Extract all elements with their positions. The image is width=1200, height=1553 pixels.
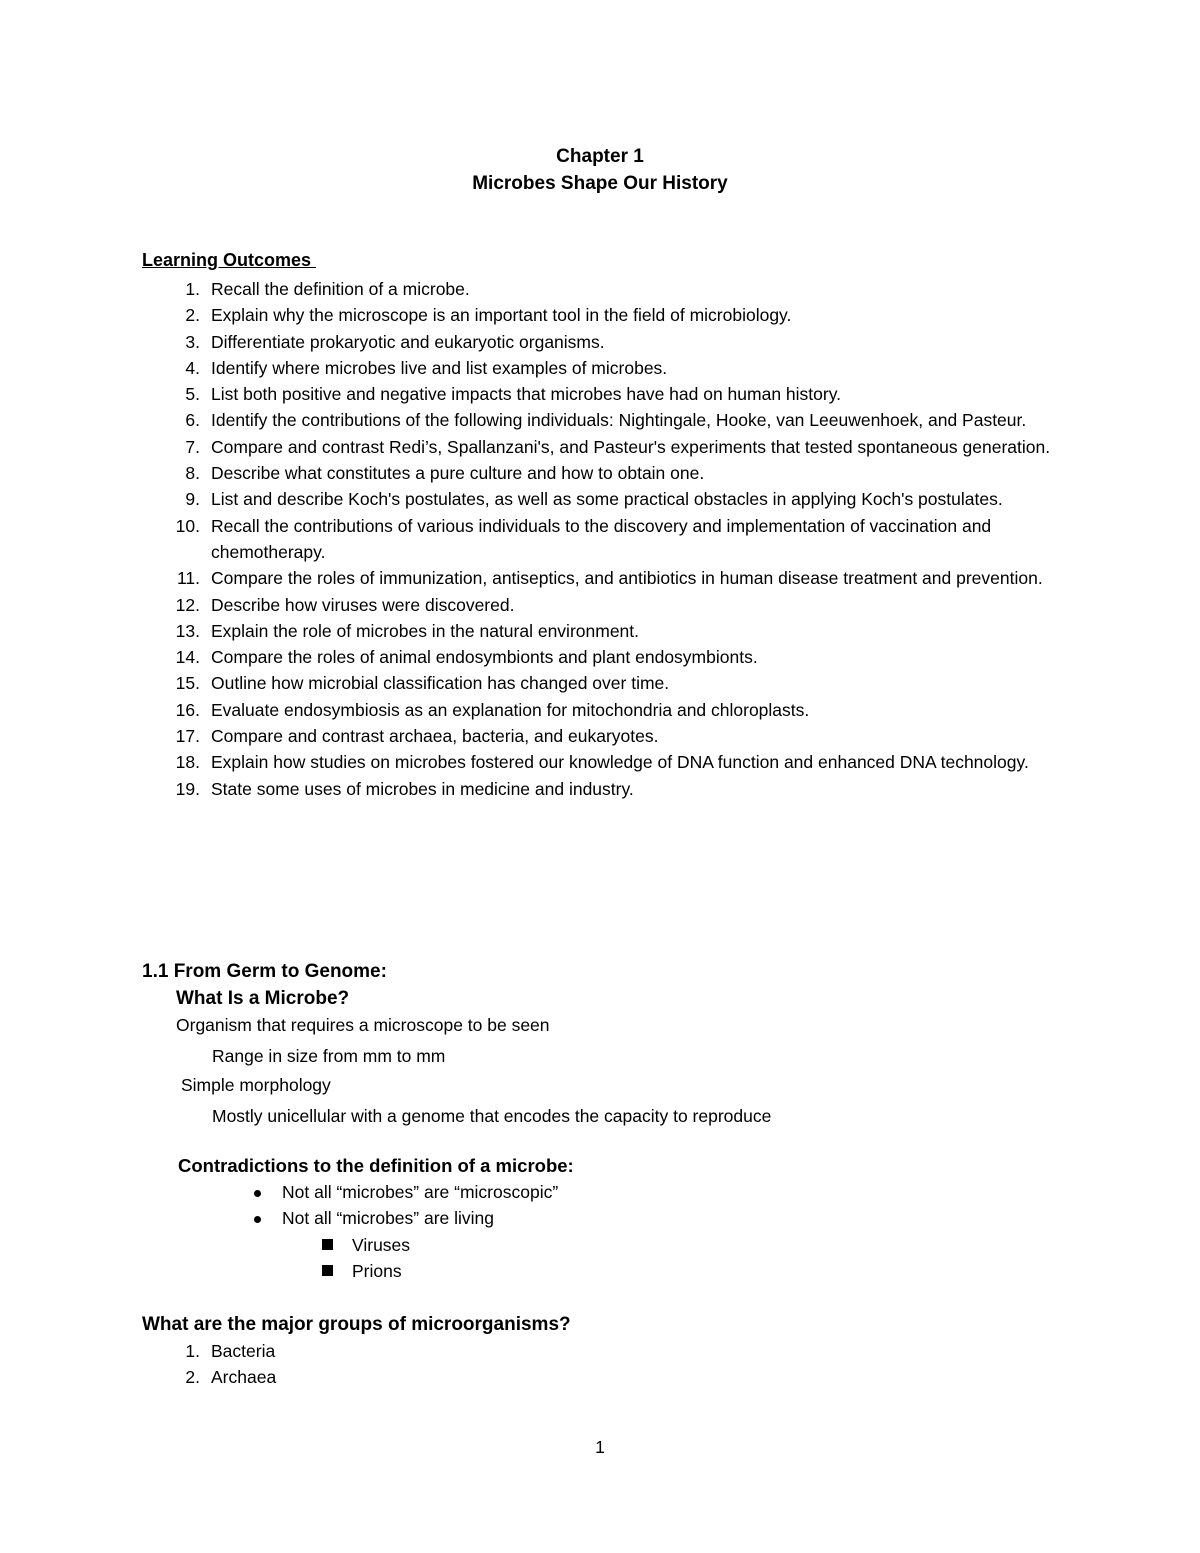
contradictions-heading: Contradictions to the definition of a microbe: [178, 1155, 574, 1176]
genome-text: Mostly unicellular with a genome that encodes the capacity to reproduce [212, 1106, 772, 1126]
size-text: Range in size from mm to mm [212, 1046, 446, 1066]
list-item: 4. Identify where microbes live and list examples of microbes. [185, 357, 668, 378]
list-item: 16. Evaluate endosymbiosis as an explanation for mitochondria and chloroplasts. [175, 699, 810, 720]
title-block [0, 143, 1200, 197]
list-item: 2. Explain why the microscope is an important tool in the field of microbiology. [185, 305, 792, 326]
list-item: 13. Explain the role of microbes in the natural environment. [175, 620, 640, 641]
section-subheading: What Is a Microbe? [176, 988, 350, 1009]
list-item: 1. Recall the definition of a microbe. [185, 279, 470, 299]
page-number: 1 [595, 1437, 605, 1457]
list-item: 14. Compare the roles of animal endosymbionts and plant endosymbionts. [175, 647, 758, 668]
list-item: 5. List both positive and negative impacts that microbes have had on human history. [185, 384, 842, 405]
list-item: 19. State some uses of microbes in medicine and industry. [175, 778, 634, 799]
list-item: 10. Recall the contributions of various individuals to the discovery and implementation of vaccination and chemotherapy. [175, 515, 992, 562]
list-item: 3. Differentiate prokaryotic and eukaryotic organisms. [185, 331, 605, 352]
list-item: 15. Outline how microbial classification has changed over time. [175, 673, 670, 694]
morphology-text: Simple morphology [181, 1075, 331, 1095]
list-item: 8. Describe what constitutes a pure culture and how to obtain one. [185, 463, 705, 484]
chapter-title: Microbes Shape Our History [472, 173, 728, 194]
list-item: 11. Compare the roles of immunization, antiseptics, and antibiotics in human disease treatment and prevention. [176, 568, 1043, 589]
list-item: 17. Compare and contrast archaea, bacteria, and eukaryotes. [175, 726, 659, 747]
definition-text: Organism that requires a microscope to be seen [176, 1015, 550, 1035]
chapter-number: Chapter 1 [556, 146, 644, 167]
major-groups-heading: What are the major groups of microorganisms? [142, 1314, 571, 1335]
list-item: 9. List and describe Koch's postulates, as well as some practical obstacles in applying Koch's postulates. [185, 489, 1003, 510]
bullet-icon [254, 1190, 261, 1197]
list-item: 7. Compare and contrast Redi’s, Spallanzani's, and Pasteur's experiments that tested spontaneous generation. [185, 436, 1051, 457]
section-heading: 1.1 From Germ to Genome: [142, 961, 387, 982]
list-item: 18. Explain how studies on microbes fostered our knowledge of DNA function and enhanced DNA technology. [175, 752, 1029, 773]
learning-outcomes-list [0, 276, 1200, 802]
square-bullet-icon [322, 1239, 333, 1250]
list-item: 12. Describe how viruses were discovered. [175, 594, 515, 615]
square-bullet-icon [322, 1265, 333, 1276]
learning-outcomes-heading: Learning Outcomes [142, 250, 317, 270]
bullet-icon [254, 1216, 261, 1223]
document-page: Chapter 1 Microbes Shape Our History Learning Outcomes 1. Recall the definition of a microbe. 2. Explain why the microscope is an important tool in the field of microbiology. 3. Differentiate prokaryotic and eukaryotic organisms. 4. Identify where microbes live and list examples of microbes. 5. List both positive and negative impacts that microbes have had on human history. 6. Identify the contributions of the following individuals: Nightingale, Hooke, van Leeuwenhoek, and Pasteur. 7. Compare and contrast Redi’s, Spallanzani's, and Pasteur's experiments that tested spontaneous generation. 8. Describe what constitutes a pure culture and how to obtain one. 9. List and describe Koch's postulates, as well as some practical obstacles in applying Koch's postulates. 10. Recall the contributions of various individuals to the discovery and implementation of vaccination and chemotherapy. 11. Compare the roles of immunization, antiseptics, and antibiotics in human disease treatment and prevention. 12. Describe how viruses were discovered. 13. Explain the role of microbes in the natural environment. 14. Compare the roles of animal endosymbionts and plant endosymbionts. 15. Outline how microbial classification has changed over time. 16. Evaluate endosymbiosis as an explanation for mitochondria and chloroplasts. 17. Compare and contrast archaea, bacteria, and eukaryotes. 18. Explain how studies on microbes fostered our knowledge of DNA function and enhanced DNA technology. 19. State some uses of microbes in medicine and industry. 1.1 From Germ to Genome: What Is a Microbe? Organism that requires a microscope to be seen Range in size from mm to mm Simple morphology Mostly unicellular with a genome that encodes the capacity to reproduce Contradictions to the definition of a microbe: Not all “microbes” are “microscopic” Not all “microbes” are living Viruses Prions What are the major groups of microorganisms? 1. Bacteria 2. Archaea 1 [0, 0, 1200, 1553]
list-item: 6. Identify the contributions of the following individuals: Nightingale, Hooke, van Leeuwenhoek, and Pasteur. [185, 410, 1027, 431]
